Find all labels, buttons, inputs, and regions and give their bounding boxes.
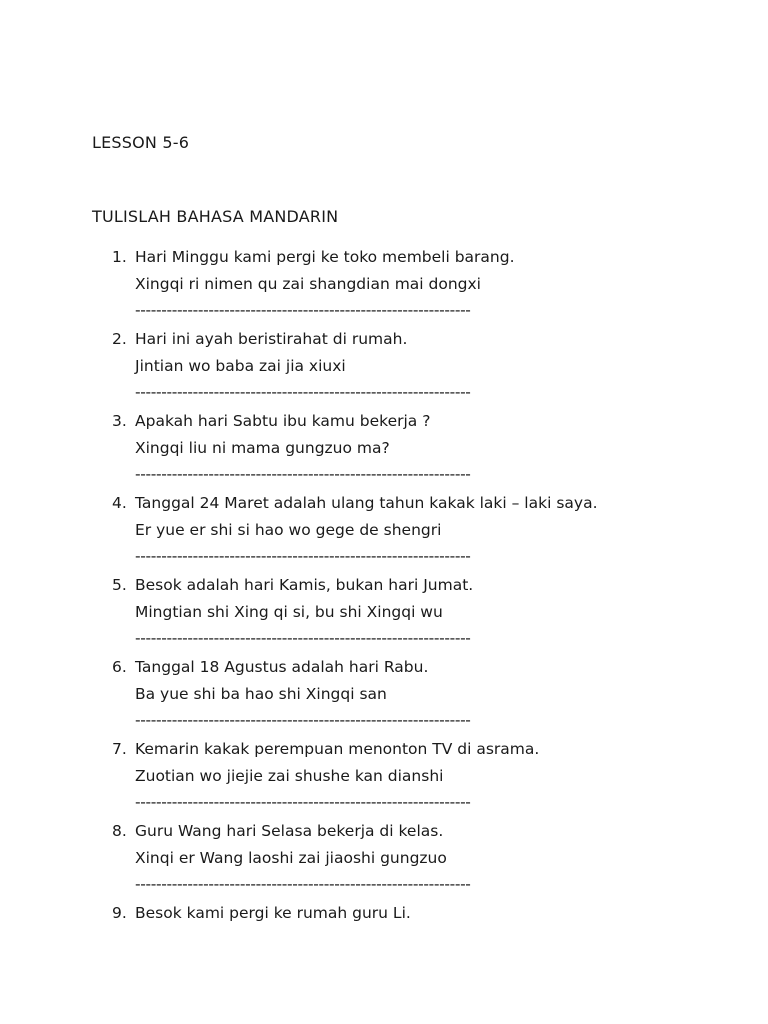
indonesian-sentence: Tanggal 24 Maret adalah ulang tahun kakak laki – laki saya. bbox=[135, 494, 598, 512]
lesson-title: LESSON 5-6 bbox=[92, 133, 190, 152]
indonesian-sentence: Apakah hari Sabtu ibu kamu bekerja ? bbox=[135, 412, 431, 430]
answer-line: ---------------------------------------------------------------- bbox=[135, 711, 471, 729]
pinyin-sentence: Xingqi liu ni mama gungzuo ma? bbox=[135, 439, 390, 457]
exercise-item bbox=[0, 574, 768, 656]
answer-line: ---------------------------------------------------------------- bbox=[135, 547, 471, 565]
exercise-number: 3. bbox=[112, 412, 127, 430]
indonesian-sentence: Hari ini ayah beristirahat di rumah. bbox=[135, 330, 408, 348]
exercise-number: 4. bbox=[112, 494, 127, 512]
exercise-number: 9. bbox=[112, 904, 127, 922]
pinyin-sentence: Xingqi ri nimen qu zai shangdian mai dongxi bbox=[135, 275, 481, 293]
exercise-item bbox=[0, 820, 768, 902]
pinyin-sentence: Mingtian shi Xing qi si, bu shi Xingqi wu bbox=[135, 603, 443, 621]
exercise-list bbox=[0, 246, 768, 984]
exercise-number: 7. bbox=[112, 740, 127, 758]
indonesian-sentence: Besok kami pergi ke rumah guru Li. bbox=[135, 904, 411, 922]
indonesian-sentence: Tanggal 18 Agustus adalah hari Rabu. bbox=[135, 658, 429, 676]
exercise-item bbox=[0, 738, 768, 820]
indonesian-sentence: Kemarin kakak perempuan menonton TV di asrama. bbox=[135, 740, 540, 758]
pinyin-sentence: Ba yue shi ba hao shi Xingqi san bbox=[135, 685, 387, 703]
pinyin-sentence: Zuotian wo jiejie zai shushe kan dianshi bbox=[135, 767, 444, 785]
pinyin-sentence: Er yue er shi si hao wo gege de shengri bbox=[135, 521, 442, 539]
answer-line: ---------------------------------------------------------------- bbox=[135, 875, 471, 893]
answer-line: ---------------------------------------------------------------- bbox=[135, 465, 471, 483]
exercise-item bbox=[0, 656, 768, 738]
pinyin-sentence: Jintian wo baba zai jia xiuxi bbox=[135, 357, 346, 375]
answer-line: ---------------------------------------------------------------- bbox=[135, 301, 471, 319]
exercise-item bbox=[0, 902, 768, 984]
section-title: TULISLAH BAHASA MANDARIN bbox=[92, 207, 339, 226]
indonesian-sentence: Besok adalah hari Kamis, bukan hari Jumat. bbox=[135, 576, 474, 594]
pinyin-sentence: Xinqi er Wang laoshi zai jiaoshi gungzuo bbox=[135, 849, 447, 867]
answer-line: ---------------------------------------------------------------- bbox=[135, 383, 471, 401]
answer-line: ---------------------------------------------------------------- bbox=[135, 793, 471, 811]
answer-line: ---------------------------------------------------------------- bbox=[135, 629, 471, 647]
exercise-number: 5. bbox=[112, 576, 127, 594]
exercise-number: 1. bbox=[112, 248, 127, 266]
exercise-item bbox=[0, 410, 768, 492]
indonesian-sentence: Hari Minggu kami pergi ke toko membeli barang. bbox=[135, 248, 515, 266]
exercise-number: 6. bbox=[112, 658, 127, 676]
exercise-item bbox=[0, 246, 768, 328]
exercise-number: 8. bbox=[112, 822, 127, 840]
indonesian-sentence: Guru Wang hari Selasa bekerja di kelas. bbox=[135, 822, 444, 840]
exercise-item bbox=[0, 328, 768, 410]
exercise-item bbox=[0, 492, 768, 574]
exercise-number: 2. bbox=[112, 330, 127, 348]
